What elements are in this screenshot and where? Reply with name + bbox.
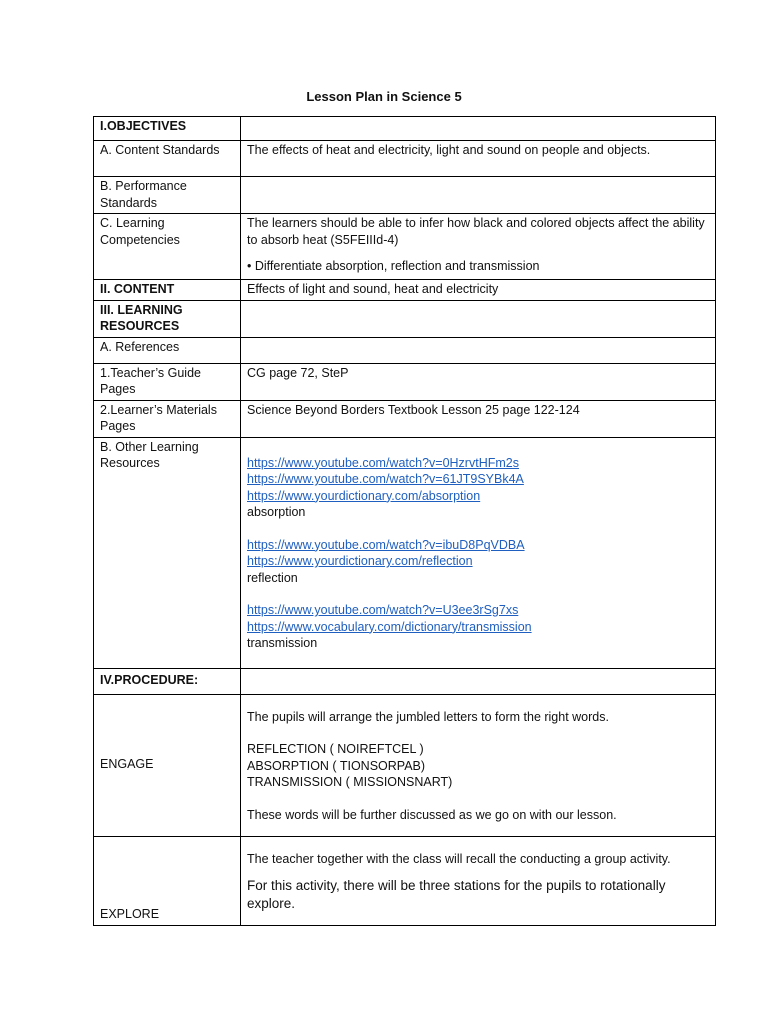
teachers-guide-label: 1.Teacher’s Guide Pages: [94, 363, 241, 400]
table-row: [94, 214, 716, 280]
engage-outro: These words will be further discussed as we go on with our lesson.: [247, 807, 617, 822]
resource-link[interactable]: https://www.youtube.com/watch?v=ibuD8PqVDBA: [247, 537, 525, 552]
table-row: [94, 300, 716, 337]
objectives-value-cell: [241, 117, 716, 141]
table-row: [94, 337, 716, 363]
references-value: [241, 337, 716, 363]
table-row: [94, 280, 716, 301]
engage-word: REFLECTION ( NOIREFTCEL ): [247, 742, 424, 756]
learning-competencies-cell: [241, 214, 716, 280]
explore-cell: [241, 836, 716, 925]
table-row: [94, 363, 716, 400]
content-heading: II. CONTENT: [94, 280, 241, 301]
learning-competencies-value: The learners should be able to infer how black and colored objects affect the ability to absorb heat (S5FEIIId-4): [247, 216, 705, 247]
resource-link[interactable]: https://www.youtube.com/watch?v=U3ee3rSg7xs: [247, 603, 519, 617]
teachers-guide-value: CG page 72, SteP: [241, 363, 716, 400]
learners-materials-value: Science Beyond Borders Textbook Lesson 25 page 122-124: [241, 400, 716, 437]
procedure-value: [241, 668, 716, 694]
lesson-plan-table: [93, 116, 716, 926]
table-row: [94, 437, 716, 668]
engage-intro: The pupils will arrange the jumbled letters to form the right words.: [247, 709, 609, 724]
other-resources-cell: [241, 437, 716, 668]
content-standards-value: The effects of heat and electricity, light and sound on people and objects.: [241, 141, 716, 177]
table-row: [94, 177, 716, 214]
procedure-heading: IV.PROCEDURE:: [94, 668, 241, 694]
performance-standards-value: [241, 177, 716, 214]
engage-word: TRANSMISSION ( MISSIONSNART): [247, 775, 453, 789]
resource-caption: reflection: [247, 570, 298, 585]
table-row: [94, 668, 716, 694]
resource-caption: transmission: [247, 636, 318, 650]
document-title: Lesson Plan in Science 5: [306, 89, 462, 104]
resource-caption: absorption: [247, 505, 306, 519]
objectives-heading: I.OBJECTIVES: [94, 117, 241, 141]
explore-detail: For this activity, there will be three stations for the pupils to rotationally explore.: [247, 878, 666, 911]
learning-competencies-bullet: • Differentiate absorption, reflection and transmission: [247, 259, 540, 273]
engage-label: ENGAGE: [94, 694, 241, 836]
learning-resources-value: [241, 300, 716, 337]
resource-link[interactable]: https://www.yourdictionary.com/reflection: [247, 554, 473, 568]
table-row: [94, 141, 716, 177]
resource-link[interactable]: https://www.yourdictionary.com/absorption: [247, 488, 481, 503]
engage-cell: [241, 694, 716, 836]
learning-resources-heading: III. LEARNING RESOURCES: [94, 300, 241, 337]
explore-label: EXPLORE: [94, 836, 241, 925]
resource-link[interactable]: https://www.youtube.com/watch?v=0HzrvtHFm2s: [247, 455, 519, 470]
content-standards-label: A. Content Standards: [94, 141, 241, 177]
table-row: [94, 400, 716, 437]
engage-word: ABSORPTION ( TIONSORPAB): [247, 758, 426, 773]
table-row: [94, 836, 716, 925]
table-row: [94, 117, 716, 141]
references-label: A. References: [94, 337, 241, 363]
learning-competencies-label: C. Learning Competencies: [94, 214, 241, 280]
table-row: [94, 694, 716, 836]
performance-standards-label: B. Performance Standards: [94, 177, 241, 214]
other-resources-label: B. Other Learning Resources: [94, 437, 241, 668]
content-value: Effects of light and sound, heat and electricity: [241, 280, 716, 301]
explore-intro: The teacher together with the class will recall the conducting a group activity.: [247, 851, 671, 866]
resource-link[interactable]: https://www.vocabulary.com/dictionary/transmission: [247, 619, 532, 634]
learners-materials-label: 2.Learner’s Materials Pages: [94, 400, 241, 437]
resource-link[interactable]: https://www.youtube.com/watch?v=61JT9SYBk4A: [247, 472, 524, 486]
